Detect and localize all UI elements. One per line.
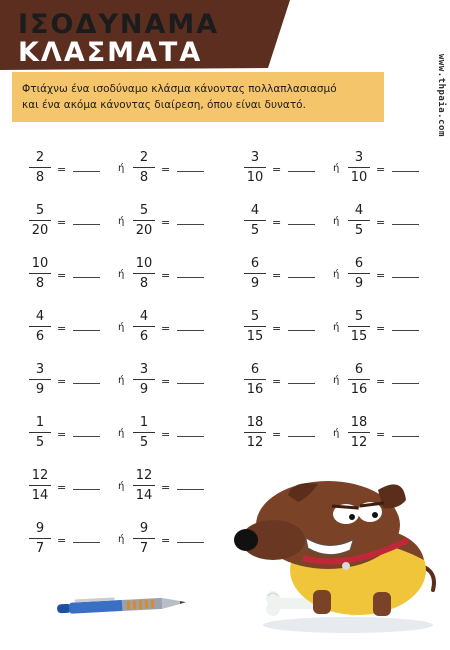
numerator: 4 bbox=[354, 203, 364, 218]
numerator: 10 bbox=[31, 256, 49, 271]
exercise-left-4 bbox=[29, 309, 219, 353]
fraction bbox=[29, 203, 51, 238]
or-label: ή bbox=[333, 428, 340, 439]
answer-blank-multiply[interactable] bbox=[73, 489, 100, 490]
exercise-right-1 bbox=[244, 150, 434, 194]
numerator: 3 bbox=[354, 150, 364, 165]
equals-sign: = bbox=[272, 269, 282, 282]
fraction-bar bbox=[29, 220, 51, 221]
answer-blank-multiply[interactable] bbox=[73, 277, 100, 278]
answer-blank-divide[interactable] bbox=[392, 383, 419, 384]
fraction-bar bbox=[133, 432, 155, 433]
exercise-left-2 bbox=[29, 203, 219, 247]
equals-sign: = bbox=[161, 375, 171, 388]
fraction bbox=[244, 203, 266, 238]
fraction-bar bbox=[244, 273, 266, 274]
denominator: 7 bbox=[139, 541, 149, 556]
fraction-bar bbox=[348, 273, 370, 274]
fraction-bar bbox=[29, 538, 51, 539]
answer-blank-divide[interactable] bbox=[177, 277, 204, 278]
numerator: 3 bbox=[139, 362, 149, 377]
fraction bbox=[133, 468, 155, 503]
equals-sign: = bbox=[272, 163, 282, 176]
numerator: 6 bbox=[250, 362, 260, 377]
fraction bbox=[29, 309, 51, 344]
answer-blank-multiply[interactable] bbox=[288, 171, 315, 172]
equals-sign: = bbox=[272, 216, 282, 229]
fraction-bar bbox=[133, 220, 155, 221]
or-label: ή bbox=[118, 375, 125, 386]
denominator: 15 bbox=[350, 329, 368, 344]
exercise-right-3 bbox=[244, 256, 434, 300]
denominator: 20 bbox=[135, 223, 153, 238]
equals-sign: = bbox=[57, 534, 67, 547]
equals-sign: = bbox=[57, 269, 67, 282]
fraction-bar bbox=[244, 379, 266, 380]
equals-sign: = bbox=[161, 163, 171, 176]
equals-sign: = bbox=[161, 216, 171, 229]
numerator: 9 bbox=[139, 521, 149, 536]
denominator: 5 bbox=[354, 223, 364, 238]
denominator: 6 bbox=[139, 329, 149, 344]
numerator: 4 bbox=[250, 203, 260, 218]
or-label: ή bbox=[118, 269, 125, 280]
answer-blank-multiply[interactable] bbox=[73, 383, 100, 384]
or-label: ή bbox=[118, 481, 125, 492]
exercise-right-5 bbox=[244, 362, 434, 406]
answer-blank-multiply[interactable] bbox=[73, 330, 100, 331]
answer-blank-multiply[interactable] bbox=[288, 224, 315, 225]
answer-blank-divide[interactable] bbox=[392, 277, 419, 278]
numerator: 5 bbox=[250, 309, 260, 324]
or-label: ή bbox=[333, 269, 340, 280]
fraction-bar bbox=[29, 326, 51, 327]
fraction bbox=[133, 203, 155, 238]
or-label: ή bbox=[333, 375, 340, 386]
fraction bbox=[133, 521, 155, 556]
exercise-left-1 bbox=[29, 150, 219, 194]
fraction-bar bbox=[133, 326, 155, 327]
equals-sign: = bbox=[376, 428, 386, 441]
equals-sign: = bbox=[57, 216, 67, 229]
fraction-bar bbox=[29, 379, 51, 380]
equals-sign: = bbox=[161, 534, 171, 547]
answer-blank-multiply[interactable] bbox=[73, 171, 100, 172]
numerator: 9 bbox=[35, 521, 45, 536]
or-label: ή bbox=[118, 322, 125, 333]
exercise-left-6 bbox=[29, 415, 219, 459]
numerator: 1 bbox=[35, 415, 45, 430]
dog-illustration bbox=[228, 470, 450, 640]
numerator: 6 bbox=[354, 362, 364, 377]
numerator: 10 bbox=[135, 256, 153, 271]
answer-blank-divide[interactable] bbox=[392, 436, 419, 437]
exercise-right-2 bbox=[244, 203, 434, 247]
numerator: 4 bbox=[139, 309, 149, 324]
numerator: 5 bbox=[354, 309, 364, 324]
answer-blank-multiply[interactable] bbox=[73, 436, 100, 437]
answer-blank-divide[interactable] bbox=[177, 224, 204, 225]
equals-sign: = bbox=[57, 375, 67, 388]
fraction-bar bbox=[29, 273, 51, 274]
numerator: 5 bbox=[35, 203, 45, 218]
numerator: 12 bbox=[135, 468, 153, 483]
numerator: 1 bbox=[139, 415, 149, 430]
instruction-line-1: Φτιάχνω ένα ισοδύναμο κλάσμα κάνοντας πολλαπλασιασμό bbox=[22, 83, 337, 95]
equals-sign: = bbox=[272, 428, 282, 441]
equals-sign: = bbox=[376, 216, 386, 229]
numerator: 5 bbox=[139, 203, 149, 218]
fraction bbox=[244, 362, 266, 397]
fraction-bar bbox=[348, 432, 370, 433]
denominator: 5 bbox=[139, 435, 149, 450]
fraction bbox=[29, 150, 51, 185]
denominator: 9 bbox=[35, 382, 45, 397]
fraction-bar bbox=[244, 220, 266, 221]
or-label: ή bbox=[333, 163, 340, 174]
answer-blank-multiply[interactable] bbox=[73, 542, 100, 543]
denominator: 20 bbox=[31, 223, 49, 238]
denominator: 5 bbox=[250, 223, 260, 238]
or-label: ή bbox=[118, 428, 125, 439]
fraction bbox=[29, 521, 51, 556]
equals-sign: = bbox=[161, 481, 171, 494]
fraction bbox=[29, 468, 51, 503]
fraction bbox=[348, 150, 370, 185]
fraction-bar bbox=[348, 220, 370, 221]
denominator: 6 bbox=[35, 329, 45, 344]
title-line-1: ΙΣΟΔΥΝΑΜΑ bbox=[18, 9, 220, 40]
fraction-bar bbox=[29, 167, 51, 168]
denominator: 12 bbox=[246, 435, 264, 450]
denominator: 8 bbox=[35, 170, 45, 185]
fraction-bar bbox=[348, 167, 370, 168]
exercise-left-7 bbox=[29, 468, 219, 512]
fraction bbox=[348, 203, 370, 238]
exercise-left-8 bbox=[29, 521, 219, 565]
denominator: 8 bbox=[139, 170, 149, 185]
numerator: 2 bbox=[139, 150, 149, 165]
fraction bbox=[244, 415, 266, 450]
fraction-bar bbox=[133, 538, 155, 539]
denominator: 15 bbox=[246, 329, 264, 344]
title-line-2: ΚΛΑΣΜΑΤΑ bbox=[18, 37, 203, 68]
answer-blank-multiply[interactable] bbox=[73, 224, 100, 225]
denominator: 10 bbox=[246, 170, 264, 185]
fraction-bar bbox=[29, 432, 51, 433]
fraction-bar bbox=[29, 485, 51, 486]
fraction-bar bbox=[133, 273, 155, 274]
fraction bbox=[133, 150, 155, 185]
or-label: ή bbox=[333, 216, 340, 227]
numerator: 4 bbox=[35, 309, 45, 324]
denominator: 16 bbox=[246, 382, 264, 397]
answer-blank-divide[interactable] bbox=[177, 330, 204, 331]
fraction bbox=[244, 256, 266, 291]
fraction-bar bbox=[348, 326, 370, 327]
exercise-left-5 bbox=[29, 362, 219, 406]
numerator: 3 bbox=[35, 362, 45, 377]
fraction bbox=[133, 415, 155, 450]
answer-blank-divide[interactable] bbox=[392, 171, 419, 172]
equals-sign: = bbox=[161, 269, 171, 282]
denominator: 9 bbox=[250, 276, 260, 291]
equals-sign: = bbox=[57, 322, 67, 335]
fraction-bar bbox=[133, 167, 155, 168]
answer-blank-divide[interactable] bbox=[177, 436, 204, 437]
denominator: 10 bbox=[350, 170, 368, 185]
fraction bbox=[348, 362, 370, 397]
fraction bbox=[29, 362, 51, 397]
equals-sign: = bbox=[161, 428, 171, 441]
numerator: 6 bbox=[250, 256, 260, 271]
fraction bbox=[348, 256, 370, 291]
denominator: 5 bbox=[35, 435, 45, 450]
fraction-bar bbox=[244, 432, 266, 433]
numerator: 12 bbox=[31, 468, 49, 483]
exercise-right-4 bbox=[244, 309, 434, 353]
pen-illustration bbox=[55, 593, 190, 617]
numerator: 2 bbox=[35, 150, 45, 165]
fraction bbox=[244, 309, 266, 344]
or-label: ή bbox=[333, 322, 340, 333]
equals-sign: = bbox=[57, 481, 67, 494]
equals-sign: = bbox=[376, 163, 386, 176]
or-label: ή bbox=[118, 534, 125, 545]
answer-blank-divide[interactable] bbox=[177, 542, 204, 543]
denominator: 7 bbox=[35, 541, 45, 556]
fraction bbox=[133, 309, 155, 344]
equals-sign: = bbox=[376, 375, 386, 388]
equals-sign: = bbox=[272, 375, 282, 388]
instruction-line-2: και ένα ακόμα κάνοντας διαίρεση, όπου είναι δυνατό. bbox=[22, 99, 306, 111]
fraction-bar bbox=[244, 326, 266, 327]
denominator: 14 bbox=[135, 488, 153, 503]
answer-blank-multiply[interactable] bbox=[288, 383, 315, 384]
answer-blank-multiply[interactable] bbox=[288, 330, 315, 331]
denominator: 9 bbox=[139, 382, 149, 397]
fraction-bar bbox=[133, 379, 155, 380]
denominator: 12 bbox=[350, 435, 368, 450]
or-label: ή bbox=[118, 216, 125, 227]
fraction-bar bbox=[348, 379, 370, 380]
denominator: 8 bbox=[139, 276, 149, 291]
exercise-left-3 bbox=[29, 256, 219, 300]
numerator: 18 bbox=[246, 415, 264, 430]
answer-blank-multiply[interactable] bbox=[288, 277, 315, 278]
denominator: 14 bbox=[31, 488, 49, 503]
answer-blank-multiply[interactable] bbox=[288, 436, 315, 437]
or-label: ή bbox=[118, 163, 125, 174]
fraction bbox=[29, 415, 51, 450]
equals-sign: = bbox=[272, 322, 282, 335]
fraction bbox=[348, 415, 370, 450]
equals-sign: = bbox=[57, 163, 67, 176]
numerator: 6 bbox=[354, 256, 364, 271]
numerator: 3 bbox=[250, 150, 260, 165]
answer-blank-divide[interactable] bbox=[392, 330, 419, 331]
equals-sign: = bbox=[376, 269, 386, 282]
answer-blank-divide[interactable] bbox=[177, 489, 204, 490]
fraction bbox=[244, 150, 266, 185]
answer-blank-divide[interactable] bbox=[177, 383, 204, 384]
fraction bbox=[348, 309, 370, 344]
equals-sign: = bbox=[376, 322, 386, 335]
fraction-bar bbox=[244, 167, 266, 168]
fraction bbox=[133, 256, 155, 291]
instruction-box bbox=[12, 72, 384, 122]
website-url: www.thpaia.com bbox=[436, 54, 446, 137]
equals-sign: = bbox=[57, 428, 67, 441]
fraction bbox=[133, 362, 155, 397]
denominator: 16 bbox=[350, 382, 368, 397]
equals-sign: = bbox=[161, 322, 171, 335]
denominator: 9 bbox=[354, 276, 364, 291]
numerator: 18 bbox=[350, 415, 368, 430]
denominator: 8 bbox=[35, 276, 45, 291]
fraction bbox=[29, 256, 51, 291]
answer-blank-divide[interactable] bbox=[177, 171, 204, 172]
fraction-bar bbox=[133, 485, 155, 486]
answer-blank-divide[interactable] bbox=[392, 224, 419, 225]
exercise-right-6 bbox=[244, 415, 434, 459]
